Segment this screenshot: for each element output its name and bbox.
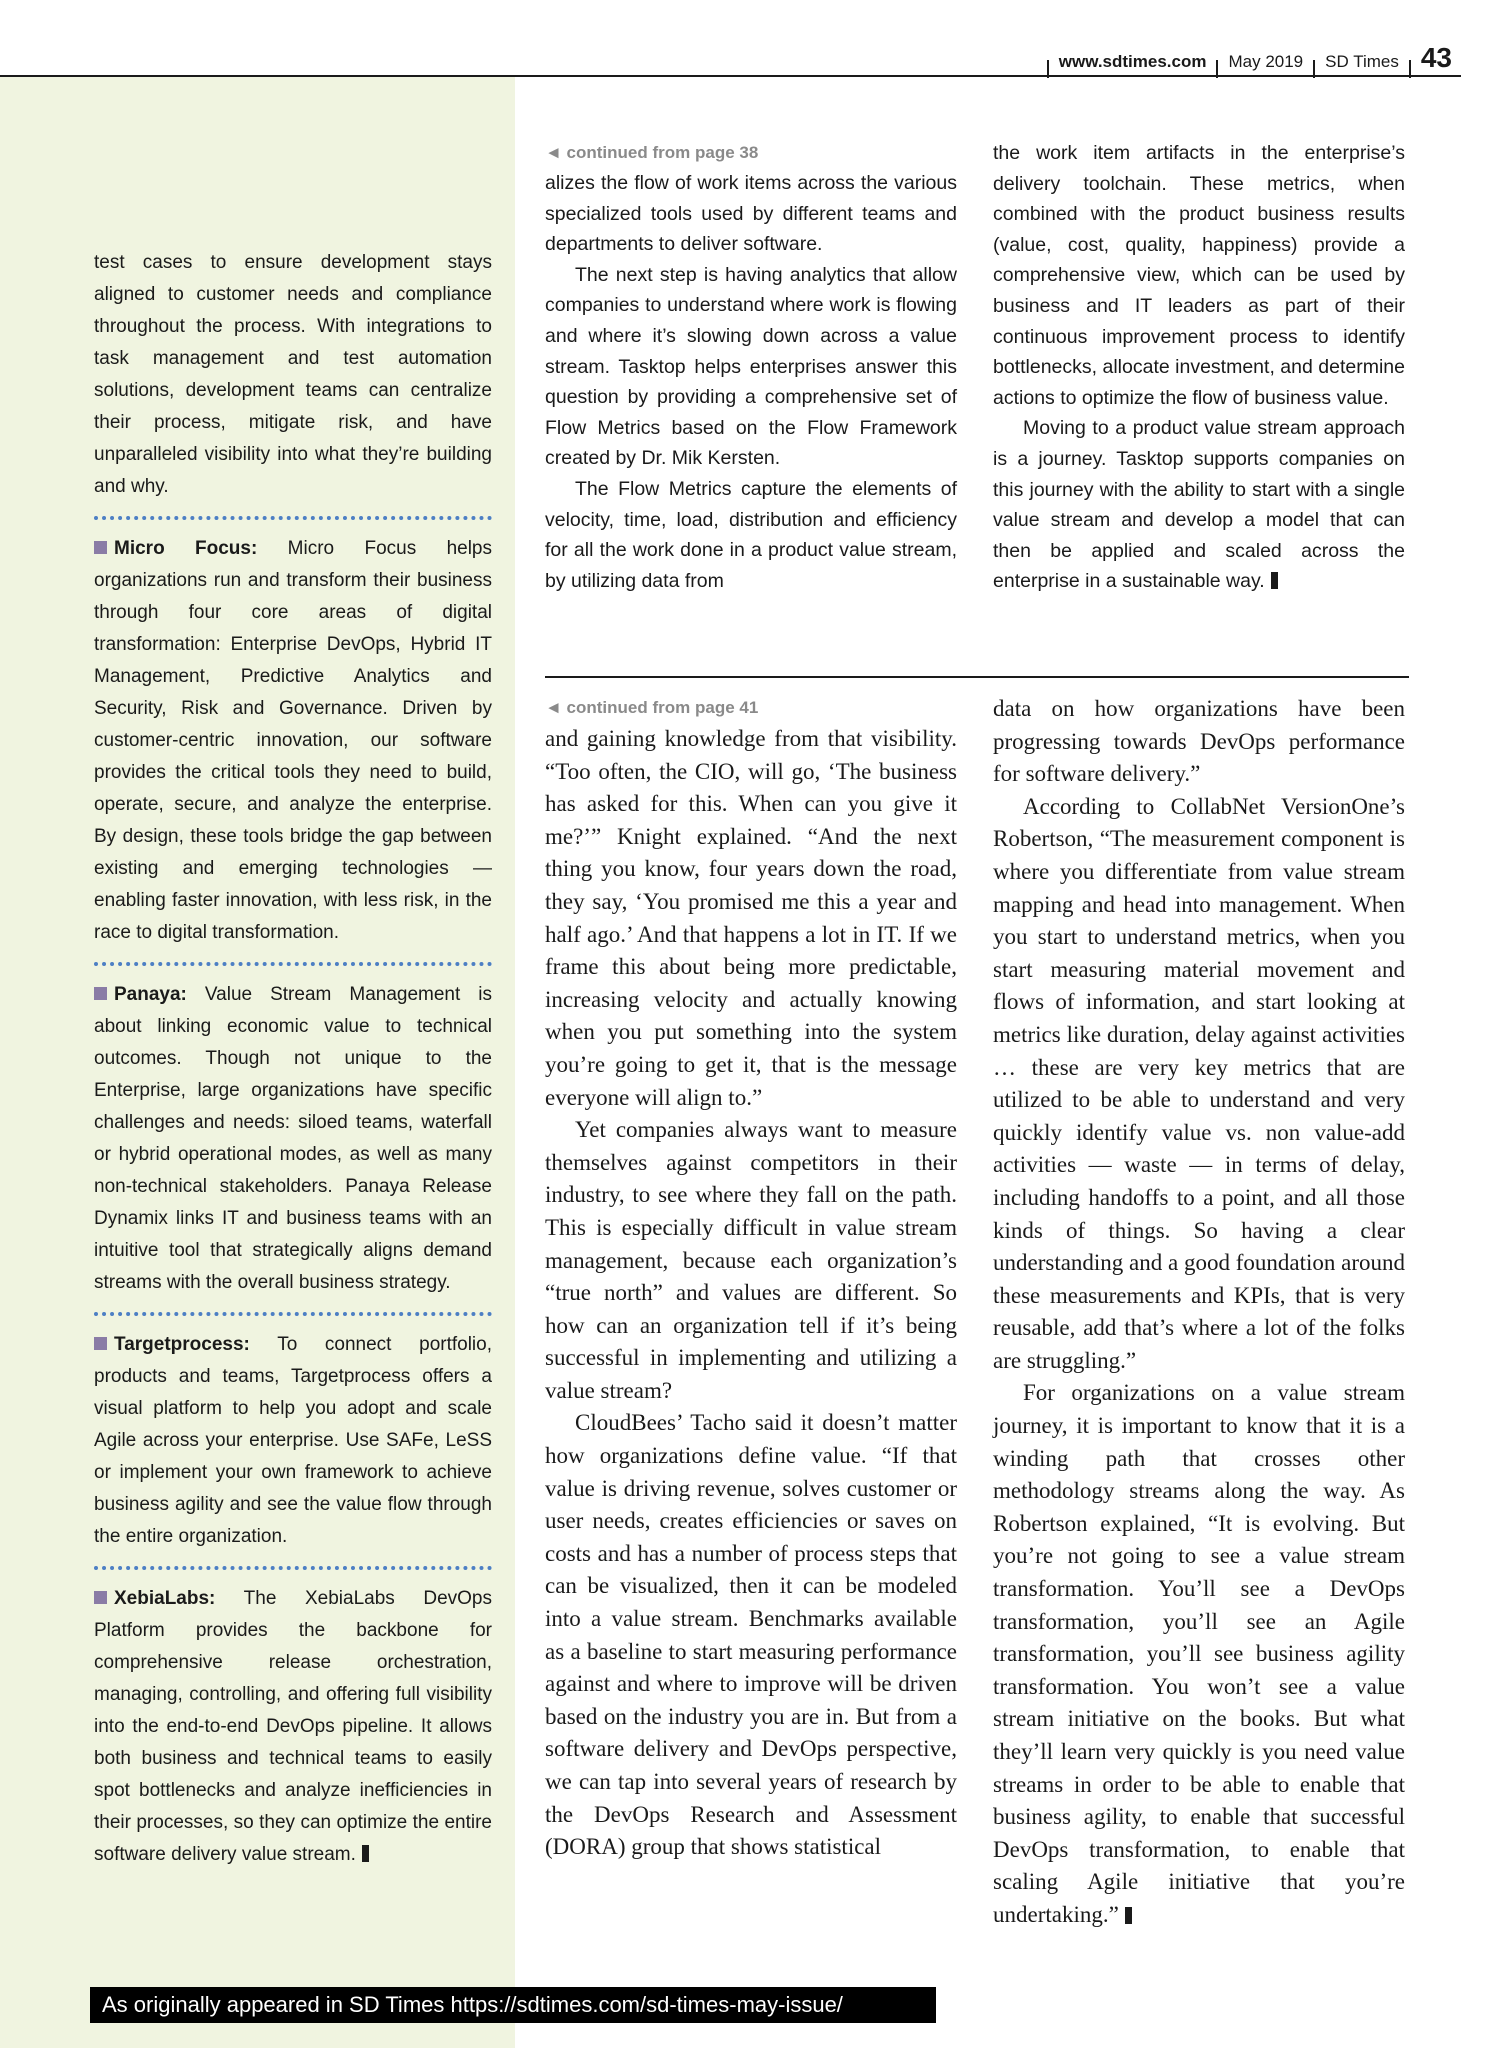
dotted-divider: [94, 516, 492, 520]
vendor-entry: [94, 1329, 492, 1553]
paragraph: [993, 1377, 1405, 1931]
paragraph: CloudBees’ Tacho said it doesn’t matter how organizations define value. “If that value is driving revenue, solves customer or user needs, creates efficiencies or saves on costs and has a number of process steps that can be visualized, then it can be modeled into a value stream. Benchmarks available as a baseline to start measuring performance against and where to improve will be driven based on the industry you are in. But from a software delivery and DevOps perspective, we can tap into several years of research by the DevOps Research and Assessment (DORA) group that shows statistical: [545, 1410, 957, 1860]
page-header: [0, 0, 1504, 80]
paragraph: data on how organizations have been progressing towards DevOps performance for software delivery.”: [993, 696, 1405, 787]
sidebar-content: [94, 247, 492, 1871]
paragraph: The next step is having analytics that allow companies to understand where work is flowing and where it’s slowing down across a value stream. Tasktop helps enterprises answer this question by providing a comprehensive set of Flow Metrics based on the Flow Framework created by Dr. Mik Kersten.: [545, 263, 957, 470]
vendor-description: The XebiaLabs DevOps Platform provides the backbone for comprehensive release orchestration, managing, controlling, and offering full visibility into the end-to-end DevOps pipeline. It allows both business and technical teams to easily spot bottlenecks and analyze inefficiencies in their processes, so they can optimize the entire software delivery value stream.: [94, 1588, 493, 1865]
paragraph: alizes the flow of work items across the various specialized tools used by different teams and departments to deliver software.: [545, 172, 957, 256]
header-info: [1037, 44, 1452, 72]
end-mark-icon: [362, 1845, 369, 1862]
vendor-name: Targetprocess:: [114, 1334, 250, 1355]
continued-label: ◄ continued from page 38: [545, 143, 759, 162]
paragraph: According to CollabNet VersionOne’s Robertson, “The measurement component is where you differentiate from value stream mapping and head into management. When you start to understand metrics, when you start measuring material movement and flows of information, and start looking at metrics like duration, delay against activities … these are very key metrics that are utilized to be able to understand and very quickly identify value vs. non value-add activities — waste — in terms of delay, including handoffs to a point, and all those kinds of things. So having a clear understanding and a good foundation around these measurements and KPIs, that is very reusable, add that’s where a lot of the folks are struggling.”: [993, 793, 1405, 1373]
dotted-divider: [94, 962, 492, 966]
article-divider-rule: [545, 676, 1409, 678]
source-credit-banner: As originally appeared in SD Times https://sdtimes.com/sd-times-may-issue/: [90, 1987, 936, 2023]
paragraph-text: Moving to a product value stream approach is a journey. Tasktop supports companies on this journey with the ability to start with a single value stream and develop a model that can then be applied and scaled across the enterprise in a sustainable way.: [993, 417, 1405, 593]
vendor-name: Panaya:: [114, 984, 187, 1005]
vendor-description: Value Stream Management is about linking economic value to technical outcomes. Though not unique to the Enterprise, large organizations have specific challenges and needs: siloed teams, waterfall or hybrid operational modes, as well as many non-technical stakeholders. Panaya Release Dynamix links IT and business teams with an intuitive tool that strategically aligns demand streams with the overall business strategy.: [94, 984, 493, 1293]
header-url: www.sdtimes.com: [1058, 52, 1207, 71]
vendor-entry: [94, 979, 492, 1299]
dotted-divider: [94, 1312, 492, 1316]
continued-label: ◄ continued from page 41: [545, 698, 759, 717]
header-date: May 2019: [1228, 52, 1304, 71]
bullet-square-icon: [94, 541, 107, 554]
top-article-column-2: [993, 138, 1405, 597]
sidebar-intro: test cases to ensure development stays aligned to customer needs and compliance throughout the process. With integrations to task management and test automation solutions, development teams can centralize their process, mitigate risk, and have unparalleled visibility into what they’re building and why.: [94, 252, 492, 497]
bullet-square-icon: [94, 1337, 107, 1350]
vendor-name: XebiaLabs:: [114, 1588, 216, 1609]
end-mark-icon: [1271, 572, 1278, 589]
paragraph-text: For organizations on a value stream journey, it is important to know that it is a winding path that crosses other methodology streams along the way. As Robertson explained, “It is evolving. But you’re not going to see a value stream transformation. You’ll see a DevOps transformation, you’ll see an Agile transformation, you’ll see business agility transformation. You won’t see a value stream initiative on the books. But what they’ll learn very quickly is you need value streams in order to be able to enable that business agility, to enable that successful DevOps transformation, to enable that scaling Agile initiative that you’re undertaking.”: [993, 1380, 1405, 1927]
bottom-article-column-1: [545, 693, 957, 1864]
paragraph: [993, 413, 1405, 597]
vendor-name: Micro Focus:: [114, 538, 258, 559]
vendor-entry: [94, 1583, 492, 1871]
paragraph: Yet companies always want to measure themselves against competitors in their industry, to see where they fall on the path. This is especially difficult in value stream management, because each organization’s “true north” and values are different. So how can an organization tell if it’s being successful in implementing and utilizing a value stream?: [545, 1117, 957, 1403]
top-article-column-1: [545, 138, 957, 596]
bullet-square-icon: [94, 1591, 107, 1604]
header-publication: SD Times: [1325, 52, 1399, 71]
dotted-divider: [94, 1566, 492, 1570]
bottom-article-column-2: [993, 693, 1405, 1932]
page-number: 43: [1420, 42, 1452, 73]
paragraph: The Flow Metrics capture the elements of velocity, time, load, distribution and efficiency for all the work done in a product value stream, by utilizing data from: [545, 477, 957, 592]
vendor-sidebar: [0, 77, 515, 2048]
end-mark-icon: [1125, 1907, 1132, 1924]
paragraph: and gaining knowledge from that visibility. “Too often, the CIO, will go, ‘The business has asked for this. When can you give it me?’” Knight explained. “And the next thing you know, four years down the road, they say, ‘You promised me this a year and half ago.’ And that happens a lot in IT. If we frame this about being more predictable, increasing velocity and actually knowing when you put something into the system you’re going to get it, that is the message everyone will align to.”: [545, 726, 957, 1110]
vendor-description: Micro Focus helps organizations run and transform their business through four core areas of digital transformation: Enterprise DevOps, Hybrid IT Management, Predictive Analytics and Security, Risk and Governance. Driven by customer-centric innovation, our software provides the critical tools they need to build, operate, secure, and analyze the enterprise. By design, these tools bridge the gap between existing and emerging technologies — enabling faster innovation, with less risk, in the race to digital transformation.: [94, 538, 492, 943]
bullet-square-icon: [94, 987, 107, 1000]
vendor-description: To connect portfolio, products and teams, Targetprocess offers a visual platform to help you adopt and scale Agile across your enterprise. Use SAFe, LeSS or implement your own framework to achieve business agility and see the value flow through the entire organization.: [94, 1334, 493, 1547]
paragraph: the work item artifacts in the enterprise’s delivery toolchain. These metrics, when combined with the product business results (value, cost, quality, happiness) provide a comprehensive view, which can be used by business and IT leaders as part of their continuous improvement process to identify bottlenecks, allocate investment, and determine actions to optimize the flow of business value.: [993, 142, 1405, 409]
vendor-entry: [94, 533, 492, 949]
